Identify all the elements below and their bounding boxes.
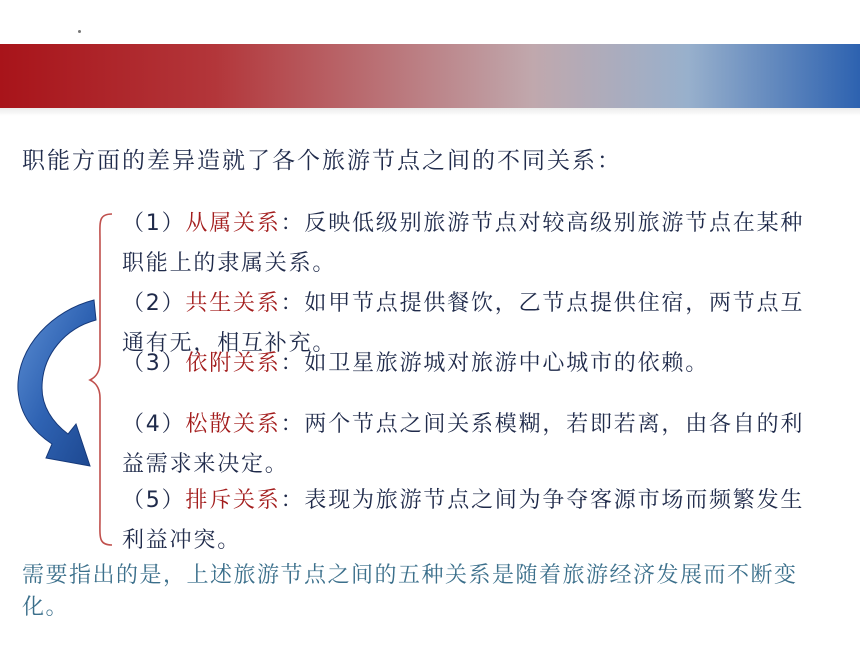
item-body: ：如卫星旅游城对旅游中心城市的依赖。: [280, 351, 710, 376]
relation-item-1: [122, 204, 822, 284]
relation-item-3: [122, 344, 822, 384]
item-number: （4）: [122, 412, 186, 437]
banner-shadow: [0, 108, 860, 116]
item-term: 依附关系: [185, 351, 281, 376]
item-number: （1）: [122, 211, 186, 236]
intro-text: 职能方面的差异造就了各个旅游节点之间的不同关系：: [22, 148, 622, 174]
item-number: （2）: [122, 291, 186, 316]
relation-item-4: [122, 405, 822, 485]
item-body: ：反映低级别旅游节点对较高级别旅游节点在某种职能上的隶属关系。: [122, 211, 805, 276]
decorative-dot: [78, 30, 81, 33]
item-term: 共生关系: [185, 291, 281, 316]
item-body: ：两个节点之间关系模糊，若即若离，由各自的利益需求来决定。: [122, 412, 805, 477]
header-banner: [0, 44, 860, 108]
item-number: （3）: [122, 351, 186, 376]
item-body: ：如甲节点提供餐饮，乙节点提供住宿，两节点互通有无，相互补充。: [122, 291, 805, 356]
curved-arrow-icon: [10, 298, 100, 483]
relation-item-5: [122, 481, 822, 561]
item-body: ：表现为旅游节点之间为争夺客源市场而频繁发生利益冲突。: [122, 488, 805, 553]
item-term: 排斥关系: [185, 488, 281, 513]
item-term: 从属关系: [185, 211, 281, 236]
summary-note: 需要指出的是，上述旅游节点之间的五种关系是随着旅游经济发展而不断变化。: [22, 563, 798, 620]
item-number: （5）: [122, 488, 186, 513]
item-term: 松散关系: [185, 412, 281, 437]
